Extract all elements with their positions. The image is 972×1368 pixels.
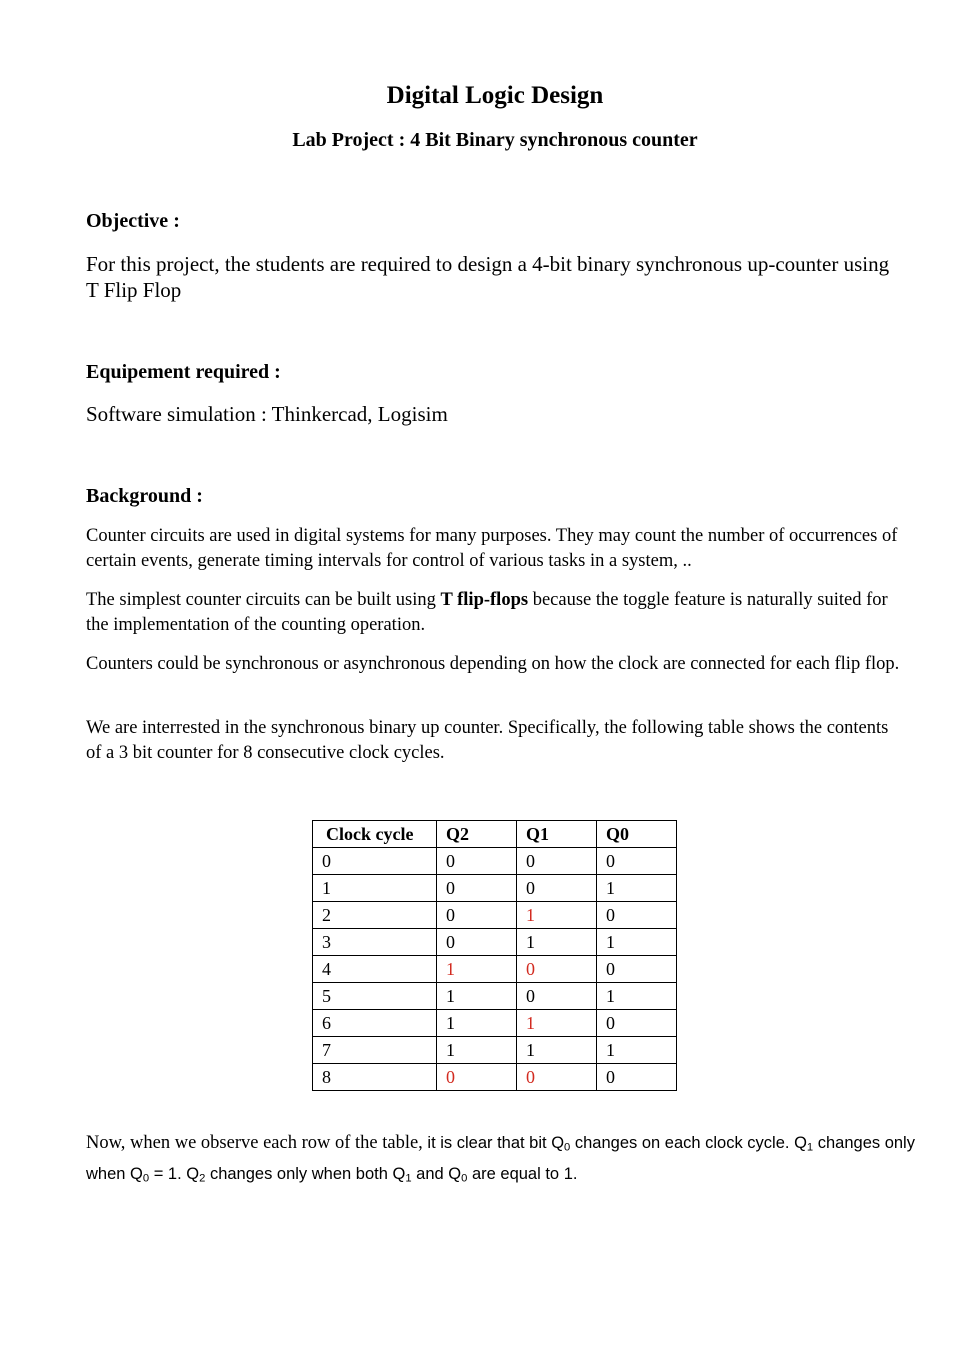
table-cell-clock-cycle: 4 — [313, 956, 437, 983]
table-cell-q2: 0 — [437, 929, 517, 956]
table-cell-q1: 1 — [517, 1010, 597, 1037]
equipment-heading: Equipement required : — [86, 361, 281, 383]
table-cell-q0: 1 — [597, 1037, 677, 1064]
table-body — [313, 848, 677, 1091]
table-cell-q0: 1 — [597, 875, 677, 902]
table-cell-clock-cycle: 1 — [313, 875, 437, 902]
table-cell-q2: 1 — [437, 956, 517, 983]
table-cell-q2: 0 — [437, 902, 517, 929]
observation-sans-part: it is clear that bit $Q_0$ changes on each clock cycle. $Q_1$ changes only when $Q_0 = 1$. $Q_2$ changes only when both $Q_1$ and $Q_0$ are equal to 1. — [86, 1134, 915, 1185]
p2-text-before: The simplest counter circuits can be built using — [86, 590, 441, 610]
table-cell-q2: 0 — [437, 1064, 517, 1091]
p2-bold-term: T flip-flops — [440, 590, 529, 610]
table-cell-clock-cycle: 7 — [313, 1037, 437, 1064]
table-row — [313, 1037, 677, 1064]
table-cell-q0: 1 — [597, 983, 677, 1010]
document-subtitle: Lab Project : 4 Bit Binary synchronous counter — [292, 129, 698, 151]
table-cell-q0: 0 — [597, 848, 677, 875]
table-cell-q1: 0 — [517, 983, 597, 1010]
table-cell-clock-cycle: 0 — [313, 848, 437, 875]
table-cell-q0: 0 — [597, 1064, 677, 1091]
p2-text-after: because the toggle feature is naturally suited for the implementation of the counting operation. — [86, 590, 888, 635]
table-cell-q1: 0 — [517, 848, 597, 875]
table-cell-q0: 0 — [597, 1010, 677, 1037]
table-cell-q1: 1 — [517, 902, 597, 929]
background-paragraph-2 — [86, 588, 906, 637]
background-paragraph-4: We are interrested in the synchronous binary up counter. Specifically, the following table shows the contents of a 3 bit counter for 8 consecutive clock cycles. — [86, 718, 889, 763]
table-cell-q2: 0 — [437, 875, 517, 902]
table-row — [313, 1064, 677, 1091]
table-row — [313, 848, 677, 875]
counter-table — [312, 820, 677, 1091]
table-cell-q1: 0 — [517, 1064, 597, 1091]
table-cell-clock-cycle: 3 — [313, 929, 437, 956]
table-cell-q1: 1 — [517, 929, 597, 956]
table-row — [313, 875, 677, 902]
table-cell-clock-cycle: 5 — [313, 983, 437, 1010]
equipment-text: Software simulation : Thinkercad, Logisim — [86, 402, 448, 426]
header-q2: Q2 — [437, 821, 517, 848]
background-heading: Background : — [86, 485, 203, 507]
table-cell-q0: 0 — [597, 956, 677, 983]
table-cell-q0: 0 — [597, 902, 677, 929]
table-row — [313, 929, 677, 956]
observation-paragraph — [86, 1130, 916, 1193]
header-clock-cycle: Clock cycle — [313, 821, 437, 848]
header-q1: Q1 — [517, 821, 597, 848]
table-cell-q2: 1 — [437, 1037, 517, 1064]
table-cell-q1: 1 — [517, 1037, 597, 1064]
observation-serif-part: Now, when we observe each row of the table, — [86, 1133, 423, 1153]
table-cell-clock-cycle: 8 — [313, 1064, 437, 1091]
table-row — [313, 956, 677, 983]
objective-heading: Objective : — [86, 210, 180, 232]
table-header-row — [313, 821, 677, 848]
table-cell-q1: 0 — [517, 875, 597, 902]
table-row — [313, 902, 677, 929]
table-row — [313, 983, 677, 1010]
objective-text: For this project, the students are required to design a 4-bit binary synchronous up-counter using T Flip Flop — [86, 252, 890, 302]
document-title: Digital Logic Design — [386, 82, 604, 109]
table-cell-q2: 0 — [437, 848, 517, 875]
table-cell-q2: 1 — [437, 983, 517, 1010]
table-cell-clock-cycle: 6 — [313, 1010, 437, 1037]
table-cell-q1: 0 — [517, 956, 597, 983]
table-cell-q2: 1 — [437, 1010, 517, 1037]
background-paragraph-1: Counter circuits are used in digital systems for many purposes. They may count the number of occurrences of certain events, generate timing intervals for control of various tasks in a system, .. — [86, 526, 898, 571]
table-cell-q0: 1 — [597, 929, 677, 956]
header-q0: Q0 — [597, 821, 677, 848]
table-row — [313, 1010, 677, 1037]
background-paragraph-3: Counters could be synchronous or asynchronous depending on how the clock are connected for each flip flop. — [86, 654, 900, 674]
table-cell-clock-cycle: 2 — [313, 902, 437, 929]
